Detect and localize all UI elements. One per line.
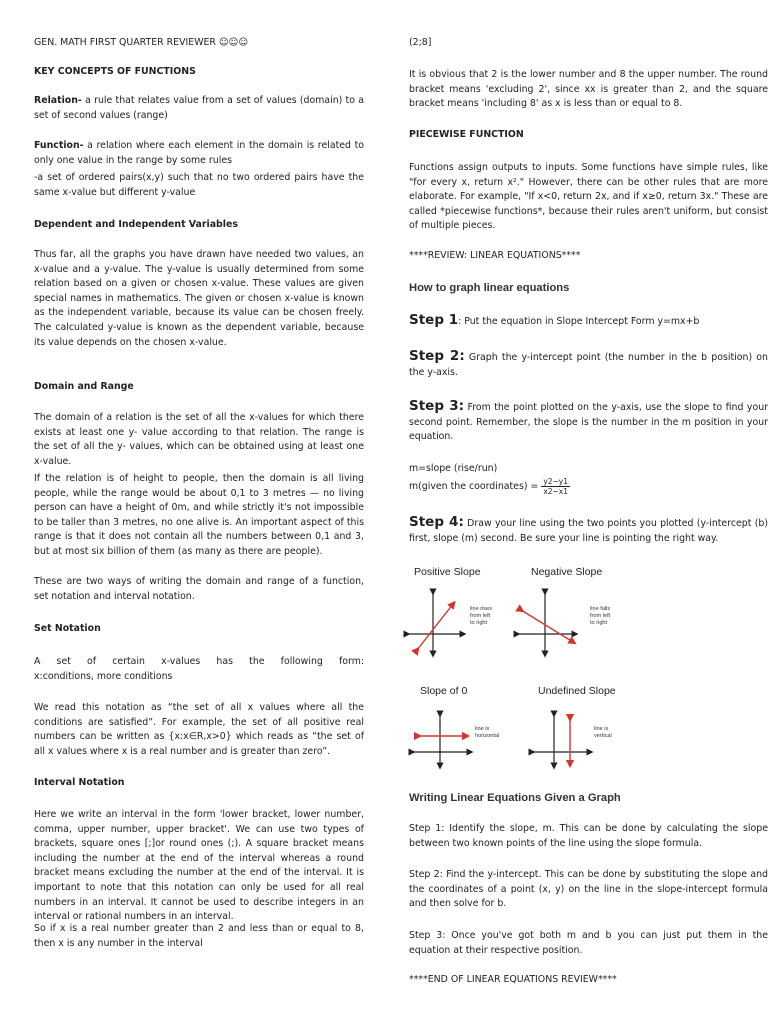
fraction-denominator: x2−x1	[543, 487, 569, 496]
interval-example-paragraph: So if x is a real number greater than 2 and less than or equal to 8, then x is any number in the interval	[34, 923, 364, 949]
step-2	[409, 349, 768, 380]
domain-range-heading: Domain and Range	[34, 381, 134, 392]
note-line: vertical	[594, 733, 612, 739]
how-to-graph-heading: How to graph linear equations	[409, 282, 570, 294]
dependent-paragraph: Thus far, all the graphs you have drawn have needed two values, an x-value and a y-value. The y-value is usually determined from some relation based on a given or chosen x-value. These values are given special names in mathematics. The given or chosen x-value is known as the independent variable, because its value can be chosen freely. The calculated y-value is known as the dependent variable, because its value depends on the chosen x-value.	[34, 249, 364, 348]
negative-slope-graph	[515, 590, 577, 656]
interval-notation-paragraph: Here we write an interval in the form 'lower bracket, lower number, comma, upper number, upper bracket'. We can use two types of brackets, square ones [;]or round ones (;). A square bracket means including the number at the end of the interval whereas a round bracket means excluding the number at the end of the interval. It is important to note that this notation can only be used for all real numbers in an interval. It cannot be used to describe integers in an interval or rational numbers in an interval.	[34, 809, 364, 923]
interval-example: (2;8]	[409, 37, 432, 48]
relation-text: a rule that relates value from a set of values (domain) to a set of second values (range)	[34, 95, 364, 121]
note-line: line is	[594, 726, 609, 732]
step-2-text: Graph the y-intercept point (the number in the b position) on the y-axis.	[409, 352, 768, 378]
end-review-heading: ****END OF LINEAR EQUATIONS REVIEW****	[409, 974, 617, 985]
piecewise-paragraph: Functions assign outputs to inputs. Some functions have simple rules, like "for every x, return x²." However, there can be other rules that are more elaborate. For example, "If x<0, return 2x, and if x≥0, return 3x." These are called *piecewise functions*, because their rules aren't uniform, but consist of multiple pieces.	[409, 162, 768, 232]
note-line: line is	[475, 726, 490, 732]
notation-intro: These are two ways of writing the domain and range of a function, set notation and interval notation.	[34, 576, 364, 602]
bracket-explanation: It is obvious that 2 is the lower number and 8 the upper number. The round bracket means 'excluding 2', since xx is greater than 2, and the square bracket means 'including 8' as x is less than or equal to 8.	[409, 69, 768, 110]
positive-slope-title: Positive Slope	[414, 566, 481, 578]
slope-formula: m=slope (rise/run)	[409, 463, 498, 474]
rising-line	[417, 604, 453, 650]
step-4-label: Step 4:	[409, 514, 464, 530]
writing-step-1: Step 1: Identify the slope, m. This can be done by calculating the slope between two known points of the line using the slope formula.	[409, 823, 768, 849]
step-3-label: Step 3:	[409, 398, 464, 414]
key-concepts-heading: KEY CONCEPTS OF FUNCTIONS	[34, 66, 196, 77]
function-definition-2: -a set of ordered pairs(x,y) such that no two ordered pairs have the same x-value but different y-value	[34, 172, 364, 198]
note-line: to right	[590, 620, 608, 626]
positive-slope-note	[470, 606, 492, 627]
undefined-slope-note	[594, 726, 612, 740]
dependent-heading: Dependent and Independent Variables	[34, 219, 238, 230]
step-1-text: : Put the equation in Slope Intercept Form y=mx+b	[458, 316, 700, 327]
set-notation-paragraph: We read this notation as “the set of all x values where all the conditions are satisfied”. For example, the set of all positive real numbers can be written as {x:x∈R,x>0} which reads as “the set of all x values where x is a real number and is greater than zero”.	[34, 702, 364, 757]
set-notation-line-1: A set of certain x-values has the following form:	[34, 656, 364, 667]
piecewise-heading: PIECEWISE FUNCTION	[409, 129, 524, 140]
function-text: a relation where each element in the domain is related to only one value in the range by some rules	[34, 140, 364, 166]
slope-given-label: m(given the coordinates) =	[409, 481, 539, 492]
slope-given-coordinates	[409, 477, 768, 496]
negative-slope-title: Negative Slope	[531, 566, 603, 578]
zero-slope-note	[475, 726, 499, 740]
function-definition	[34, 139, 364, 168]
review-heading: ****REVIEW: LINEAR EQUATIONS****	[409, 250, 581, 261]
writing-step-3: Step 3: Once you've got both m and b you can just put them in the equation at their respective position.	[409, 930, 768, 956]
relation-term: Relation-	[34, 95, 82, 106]
undefined-slope-title: Undefined Slope	[538, 685, 616, 697]
domain-paragraph-2: If the relation is of height to people, then the domain is all living people, while the range would be about 0,1 to 3 metres — no living person can have a height of 0m, and while strictly it's not impossible to be taller than 3 metres, no one alive is. An important aspect of this range is that it does not contain all the numbers between 0,1 and 3, but at most six billion of them (as many as there are people).	[34, 473, 364, 557]
fraction-numerator: y2−y1	[543, 477, 569, 486]
step-4	[409, 515, 768, 546]
set-notation-heading: Set Notation	[34, 623, 101, 634]
zero-slope-title: Slope of 0	[420, 685, 468, 697]
step-3-text: From the point plotted on the y-axis, use the slope to find your second point. Remember, the slope is the number in the m position in your equation.	[409, 402, 768, 443]
interval-notation-heading: Interval Notation	[34, 777, 125, 788]
function-term: Function-	[34, 140, 84, 151]
falling-line	[521, 610, 573, 642]
step-1-label: Step 1	[409, 312, 459, 328]
step-2-label: Step 2:	[409, 348, 465, 364]
writing-step-2: Step 2: Find the y-intercept. This can be done by substituting the slope and the coordinates of a point (x, y) on the line in the slope-intercept formula and then solve for b.	[409, 869, 768, 910]
undefined-slope-graph	[530, 712, 592, 768]
note-line: line falls	[590, 606, 611, 612]
note-line: line rises	[470, 606, 493, 612]
set-notation-line-2: x:conditions, more conditions	[34, 671, 173, 682]
note-line: horizontal	[475, 733, 500, 739]
negative-slope-note	[590, 606, 610, 627]
note-line: from left	[470, 613, 491, 619]
note-line: from left	[590, 613, 611, 619]
step-4-text: Draw your line using the two points you plotted (y-intercept (b) first, slope (m) second. Be sure your line is pointing the right way.	[409, 518, 768, 544]
writing-equations-heading: Writing Linear Equations Given a Graph	[409, 792, 621, 804]
slope-fraction	[541, 477, 570, 496]
step-1	[409, 313, 768, 330]
step-3	[409, 399, 768, 445]
positive-slope-graph	[405, 590, 465, 656]
relation-definition	[34, 94, 364, 123]
note-line: to right	[470, 620, 488, 626]
domain-paragraph-1: The domain of a relation is the set of all the x-values for which there exists at least one y- value according to that relation. The range is the set of all the y- values, which can be obtained using at least one x-value.	[34, 412, 364, 467]
document-title: GEN. MATH FIRST QUARTER REVIEWER ☺☺☺	[34, 37, 249, 48]
zero-slope-graph	[410, 712, 472, 768]
